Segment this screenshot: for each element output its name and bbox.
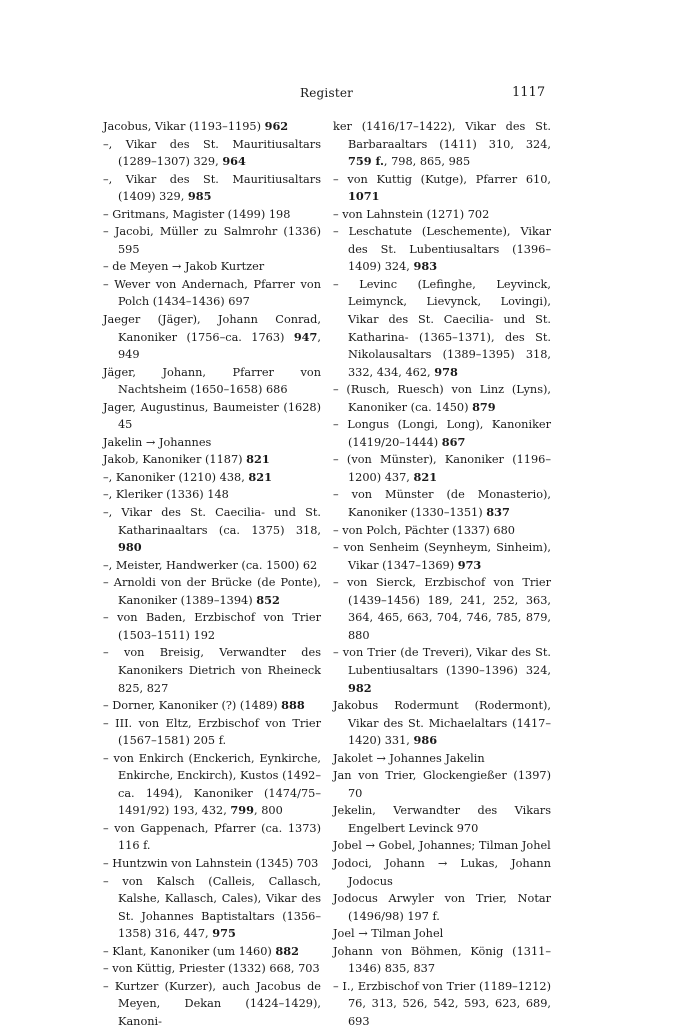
index-entry: Jakobus Rodermunt (Rodermont), Vikar des St. Michaelaltars (1417–1420) 331, 986: [333, 699, 551, 748]
running-title: Register: [300, 86, 354, 100]
index-entry: – Huntzwin von Lahnstein (1345) 703: [103, 856, 319, 870]
index-entry: – Kurtzer (Kurzer), auch Jacobus de Meyen, Dekan (1424–1429), Kanoni-: [103, 979, 321, 1028]
index-entry: – von Baden, Erzbischof von Trier (1503–1511) 192: [103, 611, 321, 642]
index-entry: – von Küttig, Priester (1332) 668, 703: [103, 962, 320, 976]
index-entry: – III. von Eltz, Erzbischof von Trier (1567–1581) 205 f.: [103, 716, 321, 748]
index-entry: ker (1416/17–1422), Vikar des St. Barbaraaltars (1411) 310, 324, 759 f., 798, 865, 985: [333, 120, 551, 169]
index-entry: – (Rusch, Ruesch) von Linz (Lyns), Kanoniker (ca. 1450) 879: [333, 383, 551, 414]
index-entry: – von Kuttig (Kutge), Pfarrer 610, 1071: [333, 172, 551, 204]
index-column-right: [333, 118, 551, 1030]
index-entry: Jaeger (Jäger), Johann Conrad, Kanoniker (1756–ca. 1763) 947, 949: [103, 313, 321, 362]
index-entry: – Jacobi, Müller zu Salmrohr (1336) 595: [103, 225, 321, 256]
index-entry: – Dorner, Kanoniker (?) (1489) 888: [103, 698, 305, 713]
index-entry: – von Trier (de Treveri), Vikar des St. Lubentiusaltars (1390–1396) 324, 982: [333, 646, 551, 695]
index-entry: – Klant, Kanoniker (um 1460) 882: [103, 943, 300, 958]
index-entry: Jan von Trier, Glockengießer (1397) 70: [333, 769, 551, 800]
index-entry: –, Meister, Handwerker (ca. 1500) 62: [103, 558, 318, 572]
index-entry: – de Meyen → Jakob Kurtzer: [103, 260, 265, 274]
index-entry: Jacobus, Vikar (1193–1195) 962: [103, 119, 289, 133]
page-number: 1117: [512, 85, 546, 100]
index-entry: Johann von Böhmen, König (1311–1346) 835, 837: [333, 944, 551, 976]
index-entry: – Wever von Andernach, Pfarrer von Polch (1434–1436) 697: [103, 277, 321, 309]
index-entry: – I., Erzbischof von Trier (1189–1212) 76, 313, 526, 542, 593, 623, 689, 693: [333, 979, 551, 1028]
index-entry: –, Kanoniker (1210) 438, 821: [103, 469, 272, 484]
index-entry: – von Lahnstein (1271) 702: [333, 207, 490, 221]
index-entry: – (von Münster), Kanoniker (1196–1200) 437, 821: [333, 453, 551, 484]
index-entry: – Leschatute (Leschemente), Vikar des St. Lubentiusaltars (1396–1409) 324, 983: [333, 225, 551, 274]
index-entry: – Gritmans, Magister (1499) 198: [103, 207, 291, 221]
index-entry: –, Vikar des St. Caecilia- und St. Katharinaaltars (ca. 1375) 318, 980: [103, 506, 321, 555]
index-entry: Jekelin, Verwandter des Vikars Engelbert Levinck 970: [333, 804, 551, 835]
index-entry: – von Gappenach, Pfarrer (ca. 1373) 116 f.: [103, 821, 321, 853]
index-entry: –, Vikar des St. Mauritiusaltars (1409) 329, 985: [103, 172, 321, 204]
index-entry: – von Sierck, Erzbischof von Trier (1439–1456) 189, 241, 252, 363, 364, 465, 663, 704, 746, 785, 879, 880: [333, 576, 551, 642]
index-entry: – Arnoldi von der Brücke (de Ponte), Kanoniker (1389–1394) 852: [103, 576, 321, 607]
index-entry: – von Enkirch (Enckerich, Eynkirche, Enkirche, Enckirch), Kustos (1492–ca. 1494), Kanoniker (1474/75–1491/92) 193, 432, 799, 800: [103, 751, 321, 818]
index-entry: – von Breisig, Verwandter des Kanonikers Dietrich von Rheineck 825, 827: [103, 646, 321, 695]
index-entry: –, Kleriker (1336) 148: [103, 488, 229, 502]
index-entry: Jakelin → Johannes: [103, 435, 212, 449]
index-entry: Jobel → Gobel, Johannes; Tilman Johel: [333, 839, 551, 853]
index-entry: Jakolet → Johannes Jakelin: [333, 751, 485, 765]
index-entry: Joel → Tilman Johel: [333, 927, 444, 941]
index-entry: – von Münster (de Monasterio), Kanoniker (1330–1351) 837: [333, 488, 551, 520]
index-entry: – von Senheim (Seynheym, Sinheim), Vikar (1347–1369) 973: [333, 541, 551, 572]
index-entry: – Longus (Longi, Long), Kanoniker (1419/20–1444) 867: [333, 418, 551, 449]
index-entry: –, Vikar des St. Mauritiusaltars (1289–1307) 329, 964: [103, 137, 321, 169]
index-entry: Jager, Augustinus, Baumeister (1628) 45: [103, 400, 321, 432]
index-entry: – von Kalsch (Calleis, Callasch, Kalshe, Kallasch, Cales), Vikar des St. Johannes Baptistaltars (1356–1358) 316, 447, 975: [103, 874, 321, 941]
index-entry: – von Polch, Pächter (1337) 680: [333, 523, 515, 537]
index-entry: Jakob, Kanoniker (1187) 821: [103, 452, 270, 467]
index-entry: – Levinc (Lefinghe, Leyvinck, Leimynck, Lievynck, Lovingi), Vikar des St. Caecilia- und St. Katharina- (1365–1371), des St. Nikolausaltars (1389–1395) 318, 332, 434, 462, 978: [333, 277, 551, 379]
index-entry: Jäger, Johann, Pfarrer von Nachtsheim (1650–1658) 686: [103, 365, 321, 397]
index-column-left: [103, 118, 321, 1030]
index-entry: Jodoci, Johann → Lukas, Johann Jodocus: [333, 856, 551, 888]
index-entry: Jodocus Arwyler von Trier, Notar (1496/98) 197 f.: [333, 892, 551, 923]
